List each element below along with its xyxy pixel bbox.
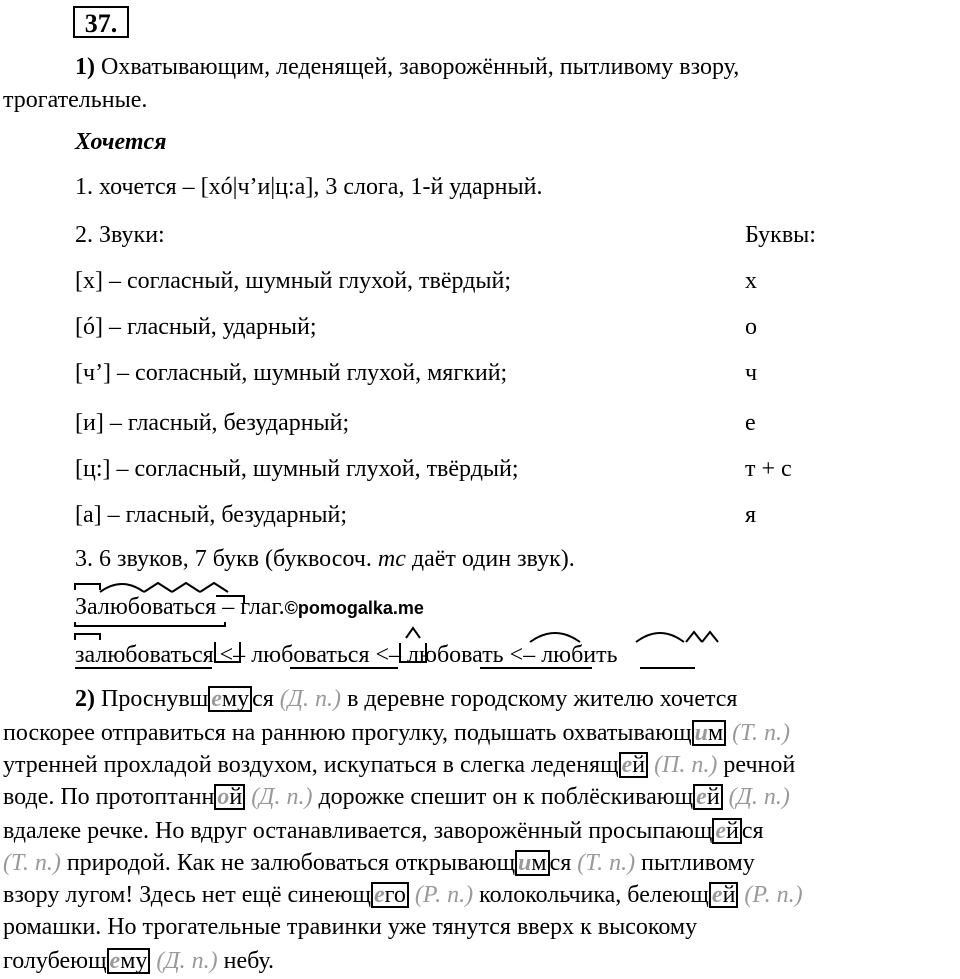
part2-line — [3, 816, 764, 846]
case-note: (П. п.) — [654, 752, 718, 778]
sound-description: [а] – гласный, безударный; — [75, 502, 348, 528]
case-note: (Т. п.) — [577, 850, 636, 876]
text-segment: голубеющ — [3, 948, 107, 974]
prefix-mark — [75, 584, 100, 590]
sound-description: [ц:] – согласный, шумный глухой, твёрдый; — [75, 456, 519, 482]
ending-box — [515, 850, 550, 876]
ending-rest: м — [707, 720, 724, 746]
ending-box — [214, 784, 245, 810]
suffix-mark — [702, 632, 718, 642]
text-segment: Проснувш — [101, 686, 209, 712]
derivation-arrow: <– — [213, 642, 246, 668]
ending-vowel: о — [217, 784, 230, 810]
letter-value: т + с — [745, 456, 792, 482]
case-note: (Т. п.) — [732, 720, 790, 746]
derivation-chain — [75, 640, 618, 670]
part2-line — [3, 946, 274, 976]
letters-label: Буквы: — [745, 222, 816, 248]
sounds-label: 2. Звуки: — [75, 222, 165, 248]
ending-box — [208, 686, 252, 712]
ending-box — [712, 818, 742, 844]
text-segment: небу. — [217, 948, 275, 974]
case-note: (Д. п.) — [156, 948, 218, 974]
text-segment: поскорее отправиться на раннюю прогулку, подышать охватывающ — [3, 720, 692, 746]
text-segment: вдалеке речке. Но вдруг останавливается, заворожённый просыпающ — [3, 818, 713, 844]
ending-vowel: и — [694, 720, 708, 746]
part2-line — [3, 718, 790, 748]
ending-box — [692, 720, 727, 746]
case-note: (Д. п.) — [728, 784, 790, 810]
ending-vowel: е — [211, 686, 222, 712]
letter-value: я — [745, 502, 757, 528]
ending-box — [693, 784, 723, 810]
part2-line — [3, 782, 790, 812]
text-segment: утренней прохладой воздухом, искупаться в слегка леденящ — [3, 752, 619, 778]
exercise-number: 37. — [73, 6, 129, 38]
postfix-mark — [216, 596, 244, 604]
letter-value: о — [745, 314, 757, 340]
ending-rest: й — [632, 752, 646, 778]
item3-post: даёт один звук). — [405, 546, 575, 572]
watermark: ©pomogalka.me — [284, 598, 424, 618]
chain-word: любовать — [401, 642, 504, 668]
word-heading: Хочется — [75, 129, 167, 155]
case-note: (Р. п.) — [744, 882, 803, 908]
ending-vowel: е — [109, 948, 121, 974]
text-segment: пытливому — [635, 850, 755, 876]
derivation-arrow: <– — [369, 642, 402, 668]
root-arc — [636, 633, 684, 642]
case-note: (Д. п.) — [279, 686, 342, 712]
suffix-mark — [686, 632, 702, 642]
letter-value: е — [745, 410, 756, 436]
case-note: (Р. п.) — [414, 882, 474, 908]
chain-word: залюбоваться — [75, 642, 214, 668]
part1-label: 1) — [75, 54, 95, 80]
morph-word: Залюбоваться — [75, 594, 217, 620]
part2-line — [3, 912, 697, 942]
part1-text: Охватывающим, леденящей, заворожённый, пытливому взору, — [101, 54, 740, 80]
suffix-mark — [172, 583, 200, 592]
ending-box — [371, 882, 409, 908]
sound-description: [ó] – гласный, ударный; — [75, 314, 317, 340]
text-segment: дорожке спешит он к поблёскивающ — [312, 784, 694, 810]
ending-box — [709, 882, 739, 908]
ending-rest: му — [221, 686, 250, 712]
morph-pos: – глаг. — [216, 594, 285, 620]
ending-rest: й — [229, 784, 243, 810]
text-segment: природой. Как не залюбоваться открывающ — [60, 850, 516, 876]
part2-line — [3, 880, 803, 910]
ending-rest: й — [706, 784, 720, 810]
suffix-mark — [200, 583, 228, 592]
ending-rest: й — [725, 818, 739, 844]
part2-line — [3, 848, 755, 878]
derivation-arrow: <– — [503, 642, 536, 668]
ending-vowel: е — [696, 784, 707, 810]
sound-description: [и] – гласный, безударный; — [75, 410, 350, 436]
ending-vowel: е — [373, 882, 385, 908]
ending-rest: м — [531, 850, 547, 876]
suffix-mark — [406, 628, 420, 638]
text-segment: ся — [741, 818, 764, 844]
case-note: (Д. п.) — [251, 784, 313, 810]
ending-vowel: и — [518, 850, 532, 876]
letter-value: х — [745, 268, 757, 294]
suffix-mark — [144, 583, 172, 592]
text-segment: речной — [717, 752, 796, 778]
part1-line2: трогательные. — [3, 87, 148, 113]
ending-box — [107, 948, 151, 974]
case-note: (Т. п.) — [3, 850, 61, 876]
part2-line — [3, 750, 795, 780]
phonetic-item1: 1. хочется – [хó|ч’и|ц:а], 3 слога, 1-й ударный. — [75, 174, 543, 200]
ending-box — [619, 752, 649, 778]
ending-rest: й — [722, 882, 736, 908]
item3-italic: тс — [377, 546, 406, 572]
text-segment: ромашки. Но трогательные травинки уже тянутся вверх к высокому — [3, 914, 698, 940]
ending-rest: му — [120, 948, 148, 974]
ending-vowel: е — [711, 882, 723, 908]
text-segment: ся — [549, 850, 578, 876]
root-arc — [100, 584, 144, 592]
base-mark — [75, 622, 225, 626]
chain-word: любить — [535, 642, 618, 668]
ending-vowel: е — [715, 818, 726, 844]
part2-label: 2) — [75, 686, 101, 712]
ending-rest: го — [384, 882, 406, 908]
text-segment: ся — [252, 686, 280, 712]
item3-pre: 3. 6 звуков, 7 букв (буквосоч. — [75, 546, 378, 572]
chain-word: любоваться — [245, 642, 370, 668]
text-segment: взору лугом! Здесь нет ещё синеющ — [3, 882, 371, 908]
letter-value: ч — [745, 360, 758, 386]
part2-line — [75, 684, 737, 714]
text-segment: в деревне городскому жителю хочется — [341, 686, 738, 712]
ending-vowel: е — [621, 752, 633, 778]
text-segment: воде. По протоптанн — [3, 784, 215, 810]
sound-description: [х] – согласный, шумный глухой, твёрдый; — [75, 268, 512, 294]
text-segment: колокольчика, белеющ — [473, 882, 709, 908]
sound-description: [ч’] – согласный, шумный глухой, мягкий; — [75, 360, 508, 386]
